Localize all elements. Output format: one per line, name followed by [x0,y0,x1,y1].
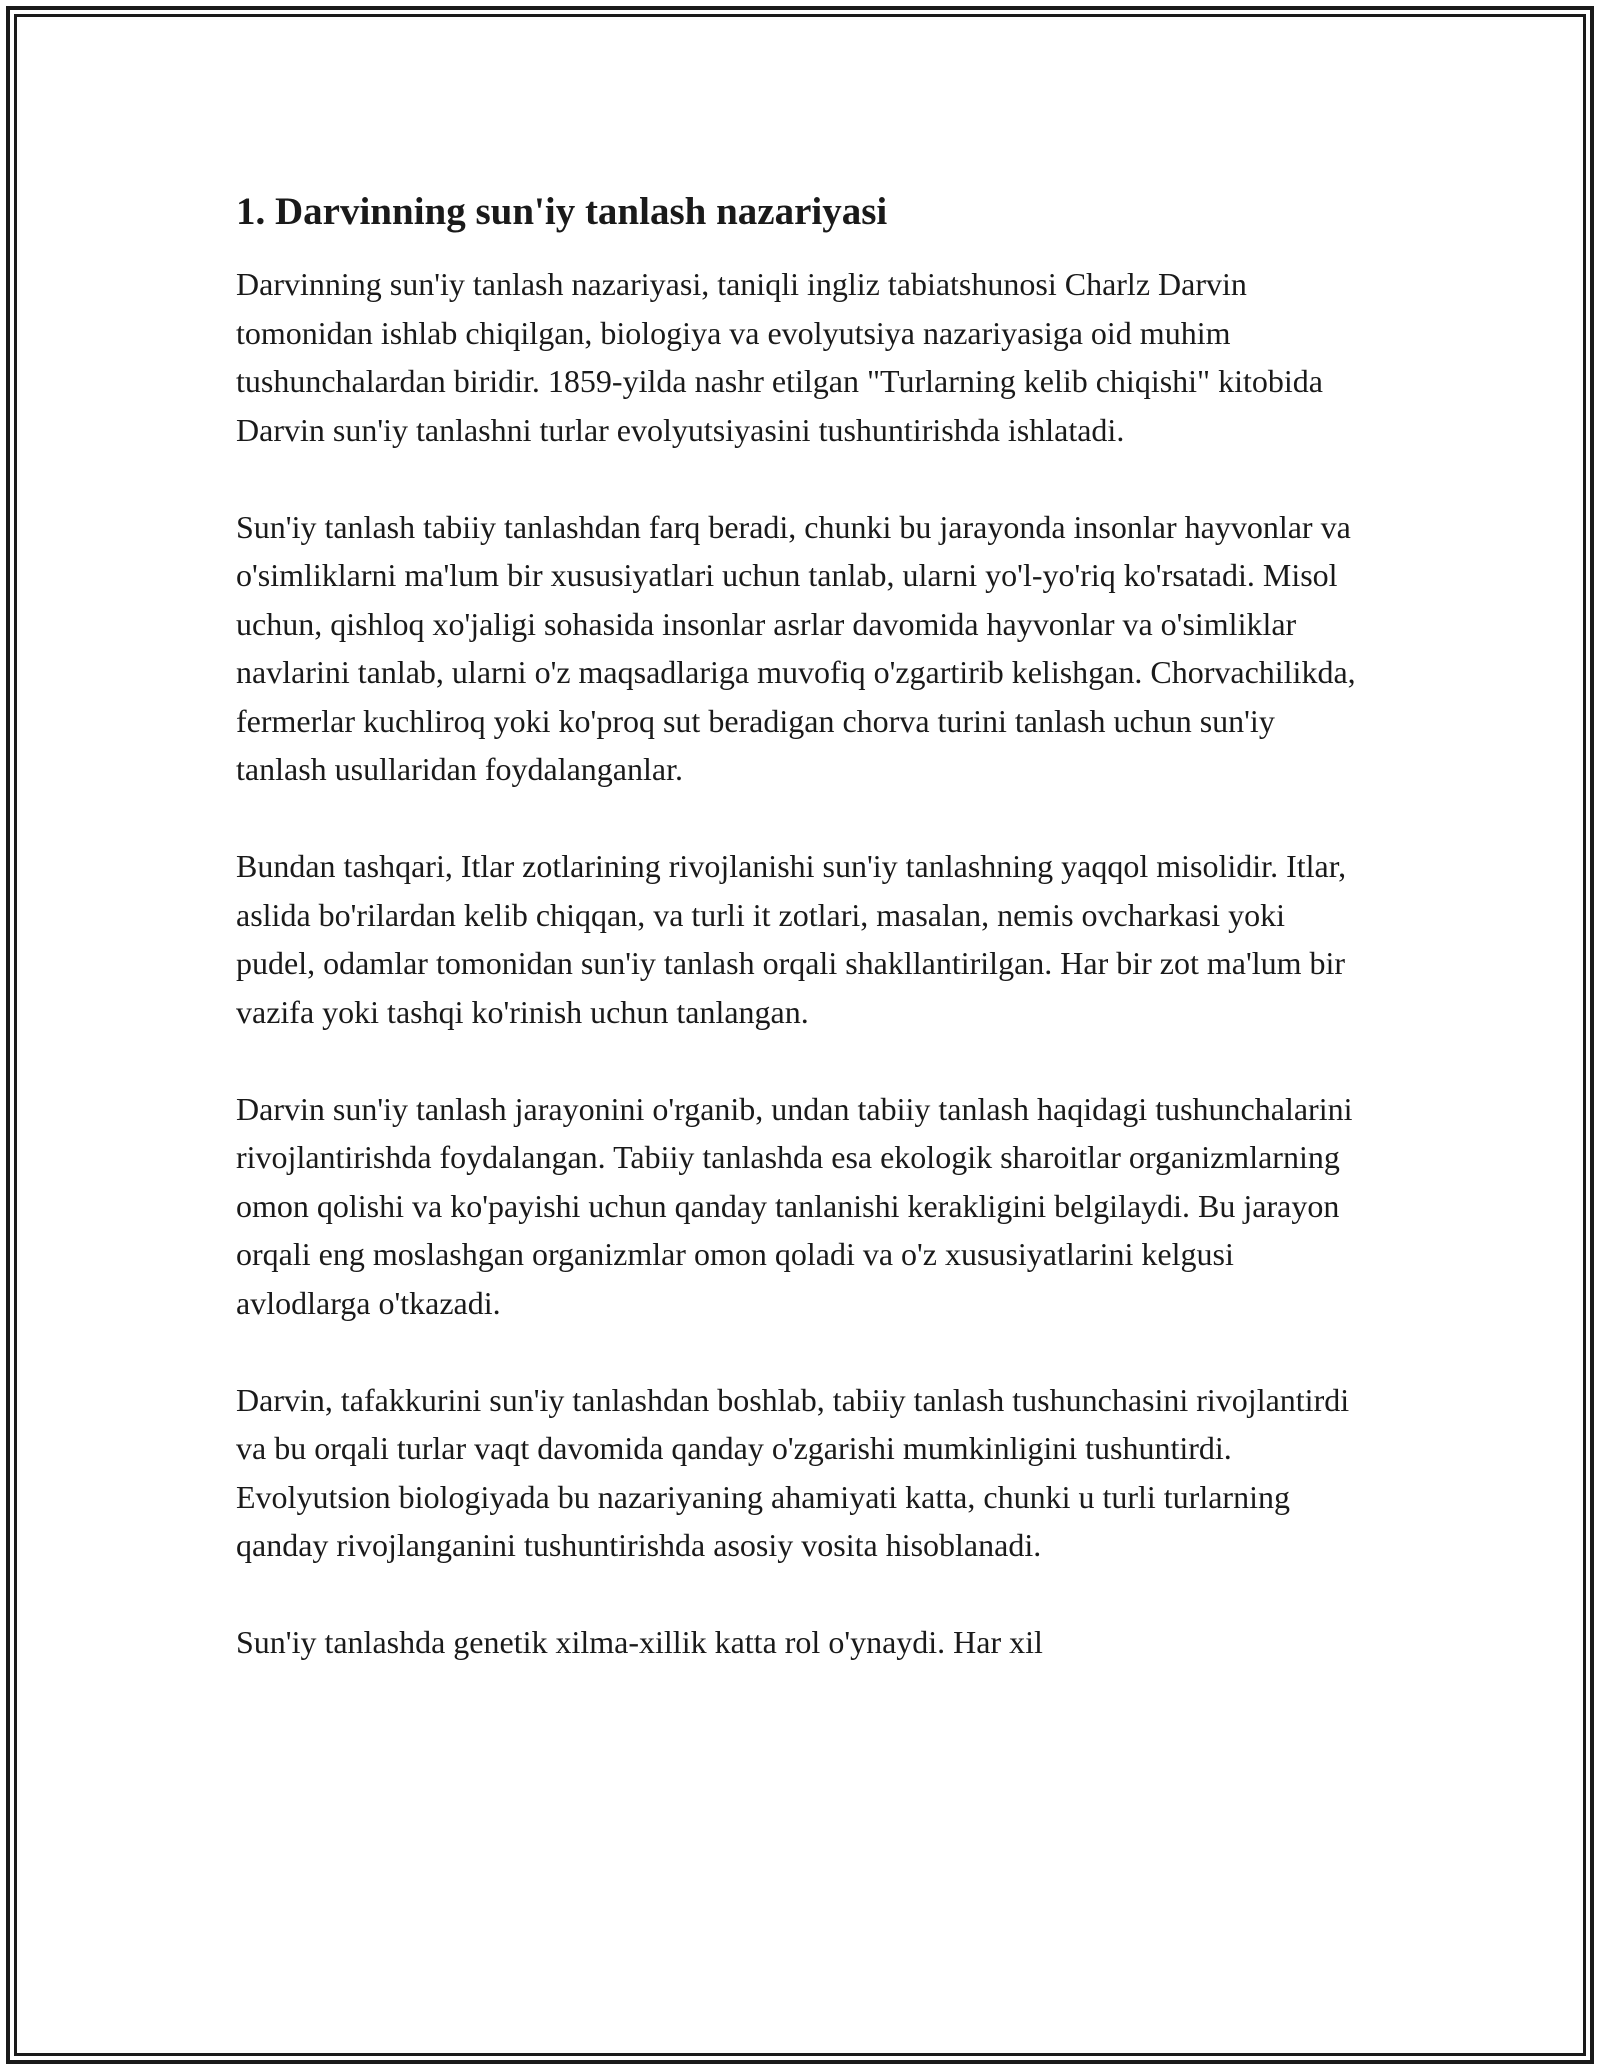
document-body [236,186,1366,1667]
paragraph-2: Sun'iy tanlash tabiiy tanlashdan farq beradi, chunki bu jarayonda insonlar hayvonlar va o'simliklarni ma'lum bir xususiyatlari uchun tanlab, ularni yo'l-yo'riq ko'rsatadi. Misol uchun, qishloq xo'jaligi sohasida insonlar asrlar davomida hayvonlar va o'simliklar navlarini tanlab, ularni o'z maqsadlariga muvofiq o'zgartirib kelishgan. Chorvachilikda, fermerlar kuchliroq yoki ko'proq sut beradigan chorva turini tanlash uchun sun'iy tanlash usullaridan foydalanganlar. [236,508,1356,787]
paragraph-3: Bundan tashqari, Itlar zotlarining rivojlanishi sun'iy tanlashning yaqqol misolidir. Itlar, aslida bo'rilardan kelib chiqqan, va turli it zotlari, masalan, nemis ovcharkasi yoki pudel, odamlar tomonidan sun'iy tanlash orqali shakllantirilgan. Har bir zot ma'lum bir vazifa yoki tashqi ko'rinish uchun tanlangan. [236,848,1347,1030]
paragraph-6: Sun'iy tanlashda genetik xilma-xillik katta rol o'ynaydi. Har xil [236,1624,1043,1660]
paragraph-4: Darvin sun'iy tanlash jarayonini o'rganib, undan tabiiy tanlash haqidagi tushunchalarini rivojlantirishda foydalangan. Tabiiy tanlashda esa ekologik sharoitlar organizmlarning omon qolishi va ko'payishi uchun qanday tanlanishi kerakligini belgilaydi. Bu jarayon orqali eng moslashgan organizmlar omon qoladi va o'z xususiyatlarini kelgusi avlodlarga o'tkazadi. [236,1090,1353,1321]
paragraph-1: Darvinning sun'iy tanlash nazariyasi, taniqli ingliz tabiatshunosi Charlz Darvin tomonidan ishlab chiqilgan, biologiya va evolyutsiya nazariyasiga oid muhim tushunchalardan biridir. 1859-yilda nashr etilgan "Turlarning kelib chiqishi" kitobida Darvin sun'iy tanlashni turlar evolyutsiyasini tushuntirishda ishlatadi. [236,266,1323,448]
section-heading: 1. Darvinning sun'iy tanlash nazariyasi [236,190,888,233]
paragraph-5: Darvin, tafakkurini sun'iy tanlashdan boshlab, tabiiy tanlash tushunchasini rivojlantirdi va bu orqali turlar vaqt davomida qanday o'zgarishi mumkinligini tushuntirdi. Evolyutsion biologiyada bu nazariyaning ahamiyati katta, chunki u turli turlarning qanday rivojlanganini tushuntirishda asosiy vosita hisoblanadi. [236,1381,1350,1563]
